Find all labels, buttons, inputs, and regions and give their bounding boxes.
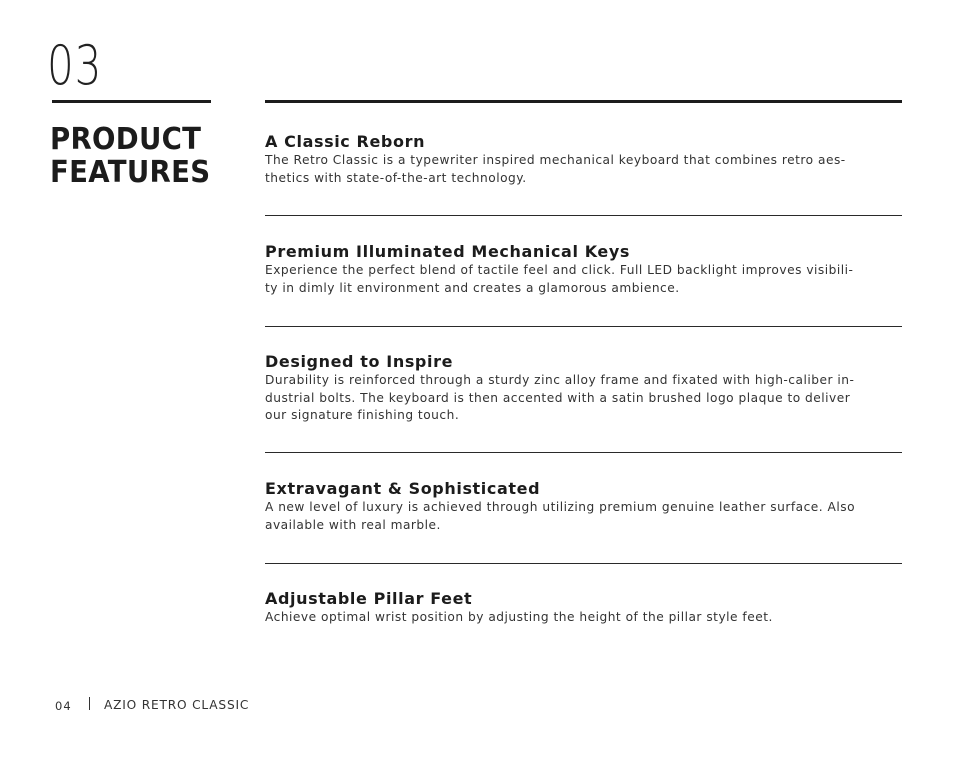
section-number: 03: [47, 34, 103, 97]
feature-divider: [265, 326, 902, 327]
feature-divider: [265, 452, 902, 453]
footer-brand: AZIO RETRO CLASSIC: [104, 698, 250, 712]
footer-separator: [89, 697, 90, 710]
feature-title: Adjustable Pillar Feet: [265, 589, 473, 608]
feature-description: Experience the perfect blend of tactile feel and click. Full LED backlight improves visibili- ty in dimly lit environment and creates a glamorous ambience.: [265, 263, 854, 295]
feature-description: Achieve optimal wrist position by adjusting the height of the pillar style feet.: [265, 610, 773, 624]
title-rule: [52, 100, 211, 103]
feature-title: Designed to Inspire: [265, 352, 454, 371]
feature-pillar-feet: [265, 589, 902, 627]
feature-divider: [265, 563, 902, 564]
section-title-line2: FEATURES: [50, 155, 211, 190]
page-number: 04: [55, 699, 72, 713]
feature-description: Durability is reinforced through a sturdy zinc alloy frame and fixated with high-caliber in- dustrial bolts. The keyboard is then accented with a satin brushed logo plaque to deliver our signature finishing touch.: [265, 373, 855, 422]
feature-title: A Classic Reborn: [265, 132, 426, 151]
section-title: [50, 123, 210, 189]
feature-description: The Retro Classic is a typewriter inspired mechanical keyboard that combines retro aes- thetics with state-of-the-art technology.: [265, 153, 846, 185]
feature-classic-reborn: [265, 132, 902, 187]
feature-description: A new level of luxury is achieved through utilizing premium genuine leather surface. Also available with real marble.: [265, 500, 856, 532]
content-top-rule: [265, 100, 902, 103]
feature-extravagant: [265, 479, 902, 534]
feature-designed-to-inspire: [265, 352, 902, 425]
feature-illuminated-keys: [265, 242, 902, 297]
feature-title: Extravagant & Sophisticated: [265, 479, 541, 498]
feature-title: Premium Illuminated Mechanical Keys: [265, 242, 631, 261]
feature-divider: [265, 215, 902, 216]
section-title-line1: PRODUCT: [50, 122, 202, 157]
